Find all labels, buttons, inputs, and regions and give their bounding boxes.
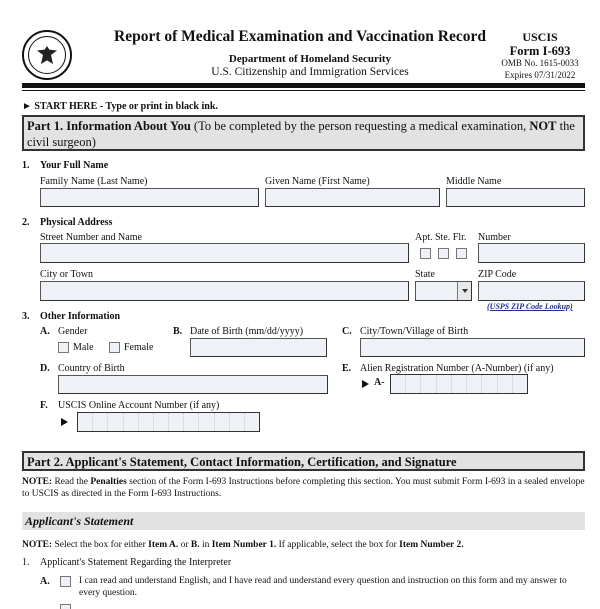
family-name-input[interactable] bbox=[40, 188, 259, 207]
online-account-input[interactable] bbox=[77, 412, 260, 432]
note2-item-num1: Item Number 1. bbox=[211, 540, 277, 550]
interpreter-a-text: I can read and understand English, and I have read and understand every question and instruction on this form and my answer to every question. bbox=[79, 576, 567, 598]
a-number-prefix: A- bbox=[374, 377, 385, 388]
female-label: Female bbox=[124, 342, 154, 353]
country-input[interactable] bbox=[58, 375, 328, 394]
zip-input[interactable] bbox=[478, 281, 585, 301]
form-title: Report of Medical Examination and Vaccination Record bbox=[114, 28, 486, 45]
arrow-right-icon bbox=[362, 380, 369, 388]
applicant-statement-header: Applicant's Statement bbox=[22, 512, 585, 530]
start-here-instruction: ► START HERE - Type or print in black ink. bbox=[22, 101, 218, 112]
note2-item-a: Item A. bbox=[148, 540, 179, 550]
q3-number: 3. bbox=[22, 311, 30, 322]
note2-item-b: B. bbox=[190, 540, 200, 550]
q3a-letter: A. bbox=[40, 326, 50, 337]
q1-label: Your Full Name bbox=[40, 160, 109, 171]
chevron-down-icon[interactable] bbox=[457, 282, 471, 300]
note2-in: in bbox=[199, 540, 212, 550]
online-account-label: USCIS Online Account Number (if any) bbox=[58, 400, 220, 411]
agency-name: U.S. Citizenship and Immigration Services bbox=[211, 66, 409, 78]
female-checkbox[interactable] bbox=[109, 342, 120, 353]
omb-number: OMB No. 1615-0033 bbox=[501, 58, 579, 68]
interpreter-a-checkbox[interactable] bbox=[60, 576, 71, 587]
dob-input[interactable] bbox=[190, 338, 327, 357]
part1-not: NOT bbox=[529, 119, 557, 133]
q1-number: 1. bbox=[22, 160, 30, 171]
male-checkbox[interactable] bbox=[58, 342, 69, 353]
q3d-letter: D. bbox=[40, 363, 50, 374]
part1-header bbox=[22, 115, 585, 151]
note2-or: or bbox=[178, 540, 191, 550]
note-label: NOTE: bbox=[22, 477, 53, 487]
country-label: Country of Birth bbox=[58, 363, 125, 374]
part1-subtitle: (To be completed by the person requesting a medical examination, bbox=[190, 119, 530, 133]
p2-q1-label: Applicant's Statement Regarding the Interpreter bbox=[40, 557, 232, 568]
male-label: Male bbox=[73, 342, 94, 353]
part1-subtitle-end: the civil surgeon) bbox=[27, 119, 575, 149]
apt-checkbox[interactable] bbox=[420, 248, 431, 259]
zip-label: ZIP Code bbox=[478, 269, 517, 280]
header-rule-thick bbox=[22, 83, 585, 88]
middle-name-input[interactable] bbox=[446, 188, 585, 207]
note-penalties: Penalties bbox=[90, 477, 127, 487]
state-select[interactable] bbox=[415, 281, 472, 301]
interpreter-b-checkbox[interactable] bbox=[60, 604, 71, 609]
middle-name-label: Middle Name bbox=[446, 176, 502, 187]
state-label: State bbox=[415, 269, 435, 280]
p2-q1-number: 1. bbox=[22, 557, 30, 568]
note-text-end: section of the Form I-693 Instructions before completing this section. You must submit Form I-693 in a sealed envelope to USCIS as directed in the Form I-693 Instructions. bbox=[22, 477, 585, 499]
department-name: Department of Homeland Security bbox=[228, 53, 392, 65]
given-name-label: Given Name (First Name) bbox=[265, 176, 370, 187]
street-label: Street Number and Name bbox=[40, 232, 142, 243]
q3-label: Other Information bbox=[40, 311, 121, 322]
usps-zip-lookup-link[interactable]: (USPS ZIP Code Lookup) bbox=[487, 302, 573, 311]
given-name-input[interactable] bbox=[265, 188, 440, 207]
q3f-letter: F. bbox=[40, 400, 48, 411]
q3e-letter: E. bbox=[342, 363, 352, 374]
applicant-statement-note bbox=[22, 539, 592, 551]
unit-number-label: Number bbox=[478, 232, 511, 243]
family-name-label: Family Name (Last Name) bbox=[40, 176, 148, 187]
flr-checkbox[interactable] bbox=[456, 248, 467, 259]
dhs-seal-icon bbox=[22, 30, 72, 80]
q2-number: 2. bbox=[22, 217, 30, 228]
note2-text: Select the box for either bbox=[52, 540, 149, 550]
birth-city-input[interactable] bbox=[360, 338, 585, 357]
q2-label: Physical Address bbox=[40, 217, 113, 228]
unit-number-input[interactable] bbox=[478, 243, 585, 263]
expiration-date: Expires 07/31/2022 bbox=[504, 70, 576, 80]
gender-label: Gender bbox=[58, 326, 88, 337]
note-text: Read the bbox=[52, 477, 91, 487]
note2-text2: If applicable, select the box for bbox=[276, 540, 400, 550]
p2-q1a-letter: A. bbox=[40, 576, 50, 587]
dob-label: Date of Birth (mm/dd/yyyy) bbox=[190, 326, 304, 337]
agency-short: USCIS bbox=[522, 30, 558, 44]
q3b-letter: B. bbox=[173, 326, 183, 337]
part1-title: Part 1. Information About You bbox=[27, 119, 191, 133]
city-input[interactable] bbox=[40, 281, 409, 301]
part2-note bbox=[22, 476, 585, 500]
form-number: Form I-693 bbox=[509, 44, 571, 58]
a-number-input[interactable] bbox=[390, 374, 528, 394]
header-rule-thin bbox=[22, 90, 585, 91]
city-label: City or Town bbox=[40, 269, 94, 280]
a-number-label: Alien Registration Number (A-Number) (if any) bbox=[360, 363, 554, 374]
arrow-right-icon bbox=[61, 418, 68, 426]
note2-item-num2: Item Number 2. bbox=[399, 540, 464, 550]
birth-city-label: City/Town/Village of Birth bbox=[360, 326, 469, 337]
note2-label: NOTE: bbox=[22, 540, 53, 550]
street-input[interactable] bbox=[40, 243, 409, 263]
part2-header: Part 2. Applicant's Statement, Contact Information, Certification, and Signature bbox=[22, 451, 585, 471]
q3c-letter: C. bbox=[342, 326, 352, 337]
unit-type-label: Apt. Ste. Flr. bbox=[415, 232, 467, 243]
ste-checkbox[interactable] bbox=[438, 248, 449, 259]
